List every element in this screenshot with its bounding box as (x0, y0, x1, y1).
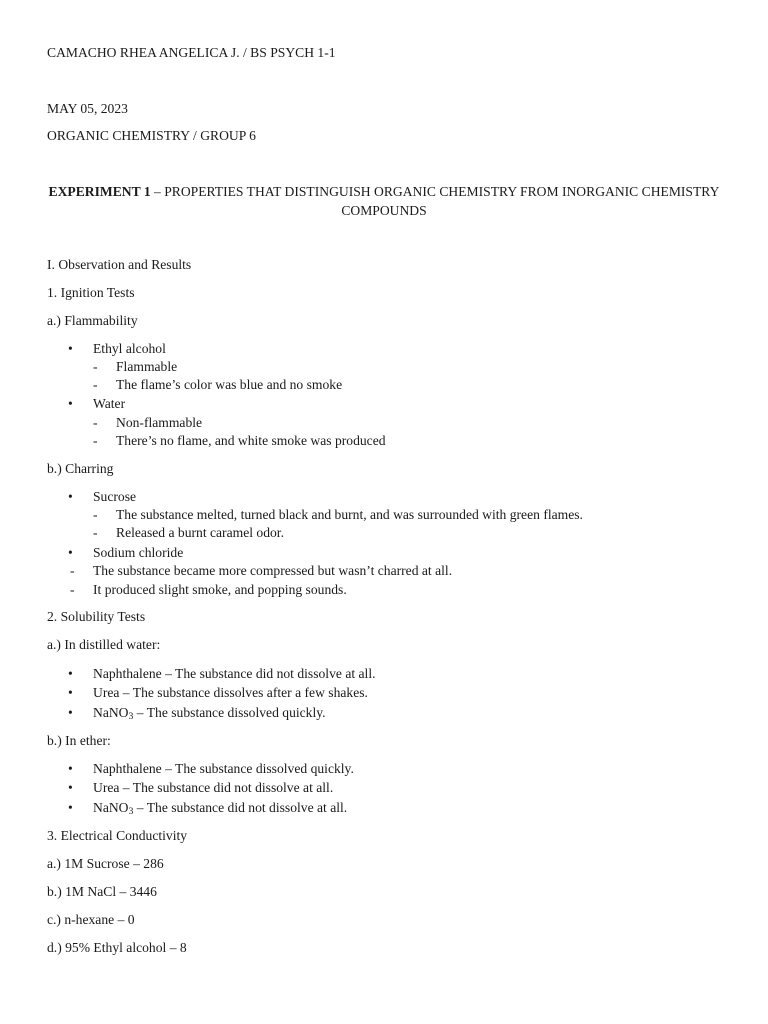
list-item: d.) 95% Ethyl alcohol – 8 (47, 940, 187, 955)
course-line: ORGANIC CHEMISTRY / GROUP 6 (47, 128, 256, 143)
distilled-water-heading: a.) In distilled water: (47, 637, 161, 652)
list-item: - The substance became more compressed but wasn’t charred at all. (93, 563, 452, 579)
formula-text: NaNO (93, 800, 129, 815)
list-item (93, 705, 326, 721)
list-item: • Water (93, 396, 125, 412)
list-item: • Urea – The substance dissolves after a few shakes. (93, 685, 368, 701)
list-item: • Urea – The substance did not dissolve at all. (93, 780, 333, 796)
list-item: - The flame’s color was blue and no smoke (116, 377, 342, 393)
list-item: • Naphthalene – The substance did not dissolve at all. (93, 666, 376, 682)
section-heading: I. Observation and Results (47, 257, 192, 272)
result-text: – The substance did not dissolve at all. (133, 800, 348, 815)
list-item: c.) n-hexane – 0 (47, 912, 135, 927)
ignition-tests-heading: 1. Ignition Tests (47, 285, 135, 300)
experiment-title (40, 182, 728, 220)
list-item: - Non-flammable (116, 415, 202, 431)
student-name-line: CAMACHO RHEA ANGELICA J. / BS PSYCH 1-1 (47, 45, 336, 60)
list-item: - It produced slight smoke, and popping sounds. (93, 582, 347, 598)
list-item: - Released a burnt caramel odor. (116, 525, 284, 541)
conductivity-heading: 3. Electrical Conductivity (47, 828, 188, 843)
list-item: - Flammable (116, 359, 177, 375)
list-item: - The substance melted, turned black and burnt, and was surrounded with green flames. (116, 507, 583, 523)
ether-heading: b.) In ether: (47, 733, 111, 748)
formula-subscript: 3 (128, 710, 134, 722)
list-item: • Naphthalene – The substance dissolved quickly. (93, 761, 354, 777)
experiment-title-text: – PROPERTIES THAT DISTINGUISH ORGANIC CHEMISTRY FROM INORGANIC CHEMISTRY COMPOUNDS (150, 184, 720, 218)
formula-text: NaNO (93, 705, 129, 720)
experiment-number: EXPERIMENT 1 (48, 184, 151, 199)
solubility-tests-heading: 2. Solubility Tests (47, 609, 146, 624)
formula-subscript: 3 (128, 805, 134, 817)
list-item: a.) 1M Sucrose – 286 (47, 856, 164, 871)
charring-heading: b.) Charring (47, 461, 114, 476)
list-item: - There’s no flame, and white smoke was produced (116, 433, 386, 449)
date-line: MAY 05, 2023 (47, 101, 128, 116)
list-item: • Sucrose (93, 489, 136, 505)
result-text: – The substance dissolved quickly. (133, 705, 326, 720)
list-item: b.) 1M NaCl – 3446 (47, 884, 157, 899)
list-item: • Sodium chloride (93, 545, 183, 561)
list-item (93, 800, 347, 816)
list-item: • Ethyl alcohol (93, 341, 166, 357)
flammability-heading: a.) Flammability (47, 313, 138, 328)
